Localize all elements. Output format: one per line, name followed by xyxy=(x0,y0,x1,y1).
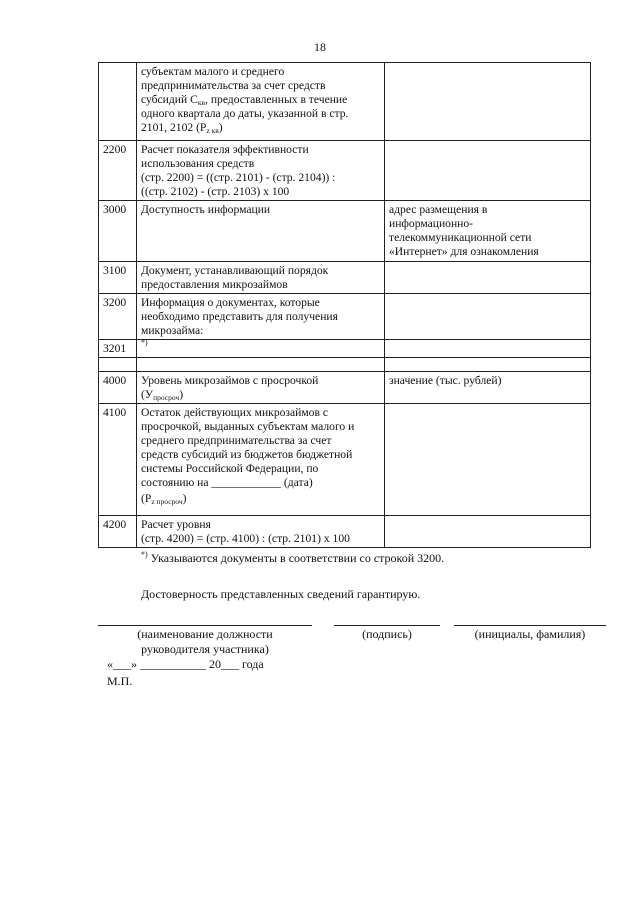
row-description xyxy=(137,516,385,548)
row-code: 4000 xyxy=(99,372,137,404)
text-line: среднего предпринимательства за счет xyxy=(141,434,332,447)
row-note xyxy=(385,340,591,358)
text-line: телекоммуникационной сети xyxy=(389,231,532,244)
subscript: z кв xyxy=(206,126,219,135)
initials-signature-line xyxy=(454,625,606,626)
position-signature-line xyxy=(98,625,312,626)
text-line: (наименование должности xyxy=(137,627,273,641)
text-line xyxy=(141,388,380,402)
text-line: ((стр. 2102) - (стр. 2103) х 100 xyxy=(141,185,290,198)
text-line: микрозайма: xyxy=(141,324,204,337)
text-line: Расчет показателя эффективности xyxy=(141,143,309,156)
table-row xyxy=(99,372,591,404)
position-label xyxy=(98,627,312,657)
row-code: 4200 xyxy=(99,516,137,548)
row-code: 4100 xyxy=(99,404,137,516)
text-line: предпринимательства за счет средств xyxy=(141,79,326,92)
row-note xyxy=(385,404,591,516)
row-note xyxy=(385,63,591,141)
row-description xyxy=(137,372,385,404)
row-code: 3100 xyxy=(99,262,137,294)
text-line: (стр. 4200) = (стр. 4100) : (стр. 2101) х 100 xyxy=(141,532,350,545)
row-note xyxy=(385,201,591,262)
text-line: (стр. 2200) = ((стр. 2101) - (стр. 2104)) : xyxy=(141,171,336,184)
text-line: значение (тыс. рублей) xyxy=(389,374,502,387)
table-row xyxy=(99,358,591,372)
initials-label: (инициалы, фамилия) xyxy=(474,627,586,641)
row-note xyxy=(385,294,591,340)
text-line: Остаток действующих микрозаймов с xyxy=(141,406,328,419)
text-line: Уровень микрозаймов с просрочкой xyxy=(141,374,319,387)
row-note xyxy=(385,141,591,201)
table-row xyxy=(99,516,591,548)
text-line: системы Российской Федерации, по xyxy=(141,462,319,475)
table-row xyxy=(99,404,591,516)
row-description xyxy=(137,262,385,294)
row-code xyxy=(99,358,137,372)
text-line: использования средств xyxy=(141,157,255,170)
text-line: информационно- xyxy=(389,217,474,230)
row-description xyxy=(137,141,385,201)
guarantee-statement: Достоверность представленных сведений гарантирую. xyxy=(141,587,421,601)
row-description xyxy=(137,201,385,262)
row-code: 3000 xyxy=(99,201,137,262)
text-fragment: ) xyxy=(218,121,223,134)
text-line: предоставления микрозаймов xyxy=(141,278,288,291)
row-code xyxy=(99,63,137,141)
text-line: Доступность информации xyxy=(141,203,271,216)
table-row xyxy=(99,262,591,294)
table-row xyxy=(99,340,591,358)
row-note xyxy=(385,262,591,294)
row-description xyxy=(137,63,385,141)
text-fragment: , предоставленных в течение xyxy=(205,93,348,106)
text-fragment: 2101, 2102 (P xyxy=(141,121,207,134)
row-description xyxy=(137,358,385,372)
text-line: Документ, устанавливающий порядок xyxy=(141,264,329,277)
stamp-label: М.П. xyxy=(107,674,133,688)
signature-line xyxy=(334,625,440,626)
subscript: кв xyxy=(197,98,206,107)
table-row xyxy=(99,141,591,201)
text-line: состоянию на ____________ (дата) xyxy=(141,476,313,489)
row-note xyxy=(385,372,591,404)
row-note xyxy=(385,358,591,372)
text-line: средств субсидий из бюджетов бюджетной xyxy=(141,448,353,461)
table-row xyxy=(99,294,591,340)
date-line: «___» ___________ 20___ года xyxy=(107,657,264,671)
text-fragment: субсидий С xyxy=(141,93,198,106)
text-line: просрочкой, выданных субъектам малого и xyxy=(141,420,355,433)
text-line: субъектам малого и среднего xyxy=(141,65,285,78)
text-fragment: ) xyxy=(182,492,187,505)
text-fragment: (У xyxy=(141,388,154,401)
text-line xyxy=(141,492,380,506)
row-description xyxy=(137,340,385,358)
text-fragment: (P xyxy=(141,492,152,505)
row-note xyxy=(385,516,591,548)
footnote-mark: *) xyxy=(141,550,148,559)
row-code: 3200 xyxy=(99,294,137,340)
subscript: просроч xyxy=(153,393,180,402)
footnote-mark: *) xyxy=(141,338,148,348)
text-line xyxy=(141,121,380,135)
row-description xyxy=(137,294,385,340)
subscript: z просроч xyxy=(151,497,183,506)
table-row xyxy=(99,201,591,262)
text-line: адрес размещения в xyxy=(389,203,488,216)
row-description xyxy=(137,404,385,516)
indicator-table xyxy=(98,62,591,548)
text-fragment: ) xyxy=(179,388,184,401)
text-line: одного квартала до даты, указанной в стр. xyxy=(141,107,349,120)
row-code: 2200 xyxy=(99,141,137,201)
text-line: Расчет уровня xyxy=(141,518,211,531)
text-line: «Интернет» для ознакомления xyxy=(389,245,539,258)
footnote xyxy=(141,551,444,565)
footnote-text: Указываются документы в соответствии со строкой 3200. xyxy=(150,551,445,565)
signature-label: (подпись) xyxy=(362,627,412,641)
page-number: 18 xyxy=(314,40,326,54)
text-line: необходимо представить для получения xyxy=(141,310,338,323)
text-line xyxy=(141,93,380,107)
row-code: 3201 xyxy=(99,340,137,358)
text-line: Информация о документах, которые xyxy=(141,296,320,309)
text-line: руководителя участника) xyxy=(141,642,269,656)
table-row xyxy=(99,63,591,141)
